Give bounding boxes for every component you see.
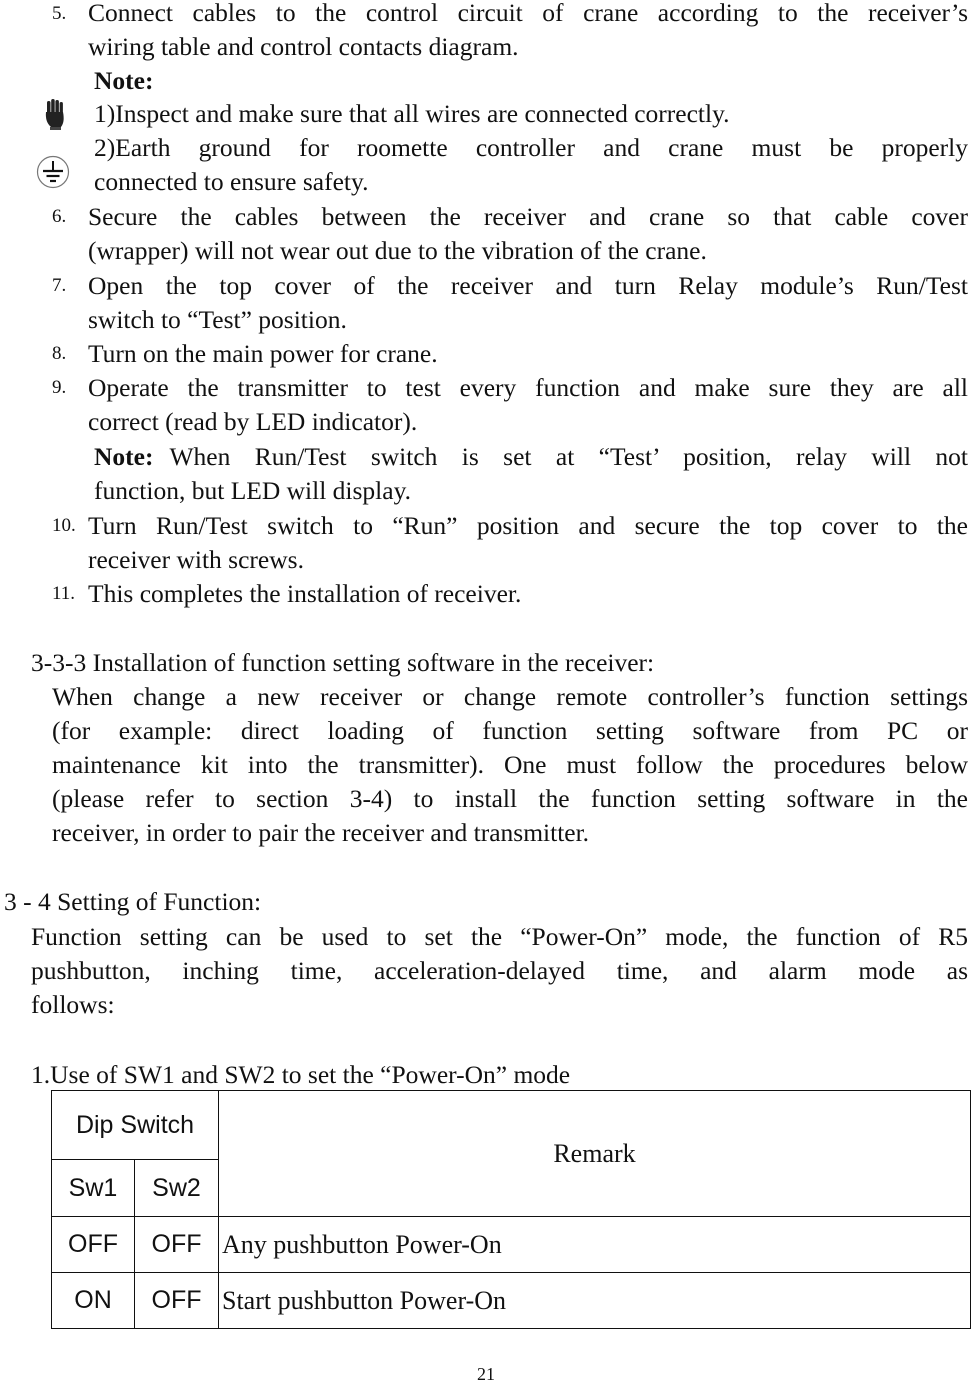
subsection-heading: 1.Use of SW1 and SW2 to set the “Power-On” mode bbox=[31, 1060, 571, 1089]
note-line: connected to ensure safety. bbox=[94, 167, 369, 196]
sw2-cell: OFF bbox=[135, 1217, 219, 1273]
note-line bbox=[94, 440, 968, 474]
sw2-header: Sw2 bbox=[135, 1160, 219, 1217]
item-text: (wrapper) will not wear out due to the vibration of the crane. bbox=[88, 236, 707, 265]
power-on-mode-table bbox=[51, 1090, 971, 1329]
item-number: 7. bbox=[52, 275, 67, 296]
paragraph-line: (for example: direct loading of function setting software from PC or bbox=[52, 716, 968, 745]
item-number: 10. bbox=[52, 515, 76, 536]
paragraph-line: Function setting can be used to set the “Power-On” mode, the function of R5 bbox=[31, 922, 968, 951]
note-line: function, but LED will display. bbox=[94, 476, 412, 505]
hand-warning-icon bbox=[42, 98, 68, 135]
paragraph-line: receiver, in order to pair the receiver and transmitter. bbox=[52, 818, 590, 847]
sw2-cell: OFF bbox=[135, 1273, 219, 1329]
item-text: Secure the cables between the receiver and crane so that cable cover bbox=[88, 202, 968, 231]
paragraph-line: (please refer to section 3-4) to install the function setting software in the bbox=[52, 784, 968, 813]
item-text: Operate the transmitter to test every function and make sure they are all bbox=[88, 373, 968, 402]
item-text: Connect cables to the control circuit of crane according to the receiver’s bbox=[88, 0, 968, 27]
item-number: 9. bbox=[52, 377, 67, 398]
item-text: This completes the installation of receiver. bbox=[88, 579, 522, 608]
remark-cell: Any pushbutton Power-On bbox=[219, 1217, 971, 1273]
section-heading: 3 - 4 Setting of Function: bbox=[4, 887, 262, 916]
paragraph-line: maintenance kit into the transmitter). One must follow the procedures below bbox=[52, 750, 968, 779]
earth-ground-icon bbox=[36, 155, 70, 194]
remark-header: Remark bbox=[219, 1091, 971, 1217]
note-text: When Run/Test switch is set at “Test’ position, relay will not bbox=[169, 442, 968, 471]
page-number: 21 bbox=[477, 1364, 495, 1384]
item-number: 8. bbox=[52, 343, 67, 364]
table-row bbox=[52, 1217, 971, 1273]
paragraph-line: pushbutton, inching time, acceleration-delayed time, and alarm mode as bbox=[31, 956, 968, 985]
sw1-cell: ON bbox=[52, 1273, 135, 1329]
section-heading: 3-3-3 Installation of function setting software in the receiver: bbox=[31, 648, 655, 677]
remark-cell: Start pushbutton Power-On bbox=[219, 1273, 971, 1329]
paragraph-line: follows: bbox=[31, 990, 115, 1019]
note-line: 2)Earth ground for roomette controller and crane must be properly bbox=[94, 133, 968, 162]
dip-switch-header: Dip Switch bbox=[52, 1091, 219, 1160]
item-text: wiring table and control contacts diagram. bbox=[88, 32, 519, 61]
paragraph-line: When change a new receiver or change remote controller’s function settings bbox=[52, 682, 968, 711]
note-label: Note: bbox=[94, 66, 154, 95]
item-text: receiver with screws. bbox=[88, 545, 304, 574]
table-row bbox=[52, 1273, 971, 1329]
item-number: 6. bbox=[52, 206, 67, 227]
item-text: Turn on the main power for crane. bbox=[88, 339, 438, 368]
item-text: switch to “Test” position. bbox=[88, 305, 347, 334]
sw1-cell: OFF bbox=[52, 1217, 135, 1273]
note-label: Note: bbox=[94, 442, 154, 471]
sw1-header: Sw1 bbox=[52, 1160, 135, 1217]
item-text: correct (read by LED indicator). bbox=[88, 407, 418, 436]
item-number: 5. bbox=[52, 3, 67, 24]
note-line: 1)Inspect and make sure that all wires are connected correctly. bbox=[94, 99, 730, 128]
item-text: Open the top cover of the receiver and turn Relay module’s Run/Test bbox=[88, 271, 968, 300]
item-text: Turn Run/Test switch to “Run” position and secure the top cover to the bbox=[88, 511, 968, 540]
item-number: 11. bbox=[52, 583, 76, 604]
